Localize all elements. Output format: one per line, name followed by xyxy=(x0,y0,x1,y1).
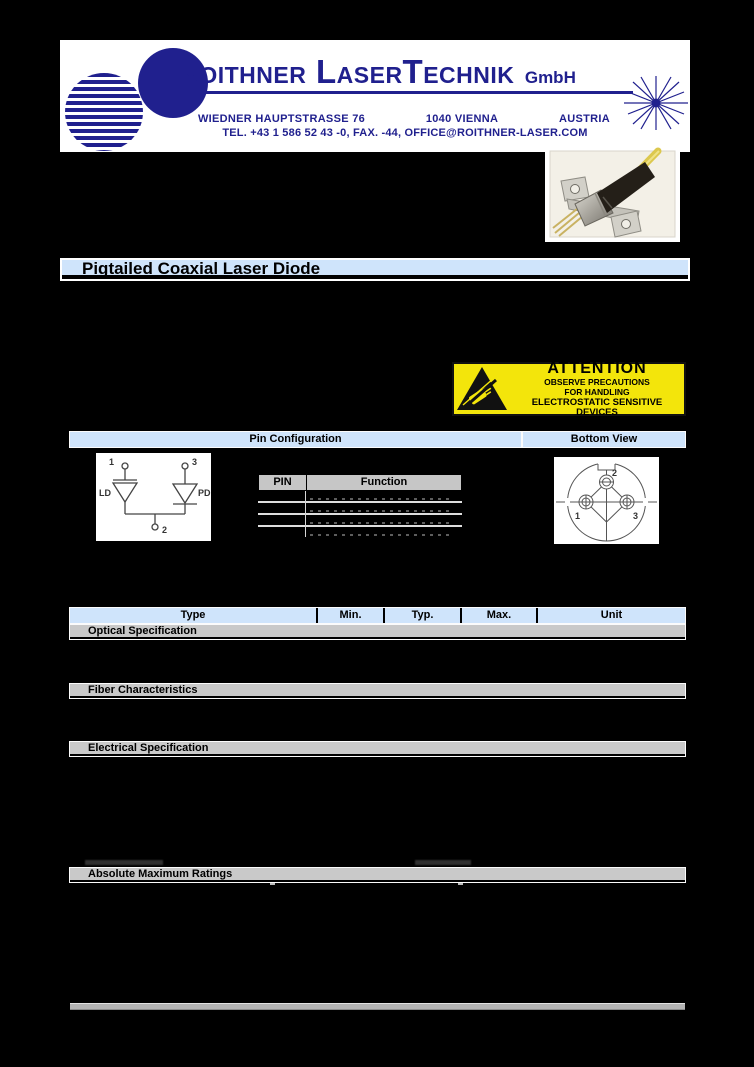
spec-table-header xyxy=(70,608,685,623)
brand-name: Roithner LaserTechnik xyxy=(175,53,515,90)
footer-rule xyxy=(70,1003,685,1010)
schematic-pd-label: PD xyxy=(198,488,211,498)
address-line xyxy=(198,113,610,125)
table-row xyxy=(258,527,462,537)
bottom-view-header: Bottom View xyxy=(523,432,685,447)
pin-function-table xyxy=(258,474,462,539)
pin-function-table-header xyxy=(258,474,462,491)
address-country: AUSTRIA xyxy=(559,113,610,125)
attention-title: ATTENTION xyxy=(547,360,647,377)
spec-col-min: Min. xyxy=(318,608,385,623)
spec-col-typ: Typ. xyxy=(385,608,462,623)
function-column-header: Function xyxy=(360,476,408,488)
attention-line2: FOR HANDLING xyxy=(564,386,630,397)
brand-suffix: GmbH xyxy=(524,68,576,87)
schematic-ld-label: LD xyxy=(99,488,111,498)
address-street: WIEDNER HAUPTSTRASSE 76 xyxy=(198,113,366,125)
column-divider-remnant xyxy=(270,883,275,885)
page-title: Pigtailed Coaxial Laser Diode xyxy=(60,258,690,281)
table-row xyxy=(258,491,462,501)
bottomview-pin2-label: 2 xyxy=(612,468,618,478)
logo-striped-circle xyxy=(65,73,143,151)
pigtailed-laser-diode-image xyxy=(545,147,680,242)
pin-function-table-body xyxy=(258,491,462,537)
address-city: 1040 VIENNA xyxy=(425,113,499,125)
schematic-pin2-label: 2 xyxy=(162,525,168,535)
pin-configuration-header: Pin Configuration xyxy=(70,432,521,447)
laser-starburst-icon xyxy=(623,72,689,136)
column-divider xyxy=(305,491,306,537)
attention-line3: ELECTROSTATIC SENSITIVE DEVICES xyxy=(531,397,663,418)
header xyxy=(60,40,690,152)
brand-lockup xyxy=(175,54,633,94)
attention-text xyxy=(510,361,684,417)
product-photo xyxy=(545,147,680,242)
spec-col-unit: Unit xyxy=(538,608,685,623)
schematic-pin3-label: 3 xyxy=(192,457,198,467)
attention-line1: OBSERVE PRECAUTIONS xyxy=(544,377,650,387)
section-optical-specification: Optical Specification xyxy=(70,625,685,639)
spec-col-max: Max. xyxy=(462,608,538,623)
pin-schematic xyxy=(95,452,212,542)
column-divider-remnant xyxy=(458,883,463,885)
section-fiber-characteristics: Fiber Characteristics xyxy=(70,684,685,698)
section-absolute-maximum-ratings: Absolute Maximum Ratings xyxy=(70,868,685,882)
section-electrical-specification: Electrical Specification xyxy=(70,742,685,756)
table-row xyxy=(258,503,462,513)
contact-line: TEL. +43 1 586 52 43 -0, FAX. -44, OFFICE@ROITHNER-LASER.COM xyxy=(222,127,588,139)
bottomview-pin1-label: 1 xyxy=(575,511,581,521)
esd-attention-box xyxy=(452,362,686,416)
spec-col-type: Type xyxy=(70,608,318,623)
esd-warning-icon xyxy=(454,366,510,412)
obscured-text-remnant xyxy=(415,860,471,865)
table-row xyxy=(258,515,462,525)
bottom-view-diagram xyxy=(553,456,660,545)
obscured-text-remnant xyxy=(85,860,163,865)
schematic-pin1-label: 1 xyxy=(108,457,114,467)
bottomview-pin3-label: 3 xyxy=(633,511,639,521)
pin-column-header: PIN xyxy=(259,475,307,490)
